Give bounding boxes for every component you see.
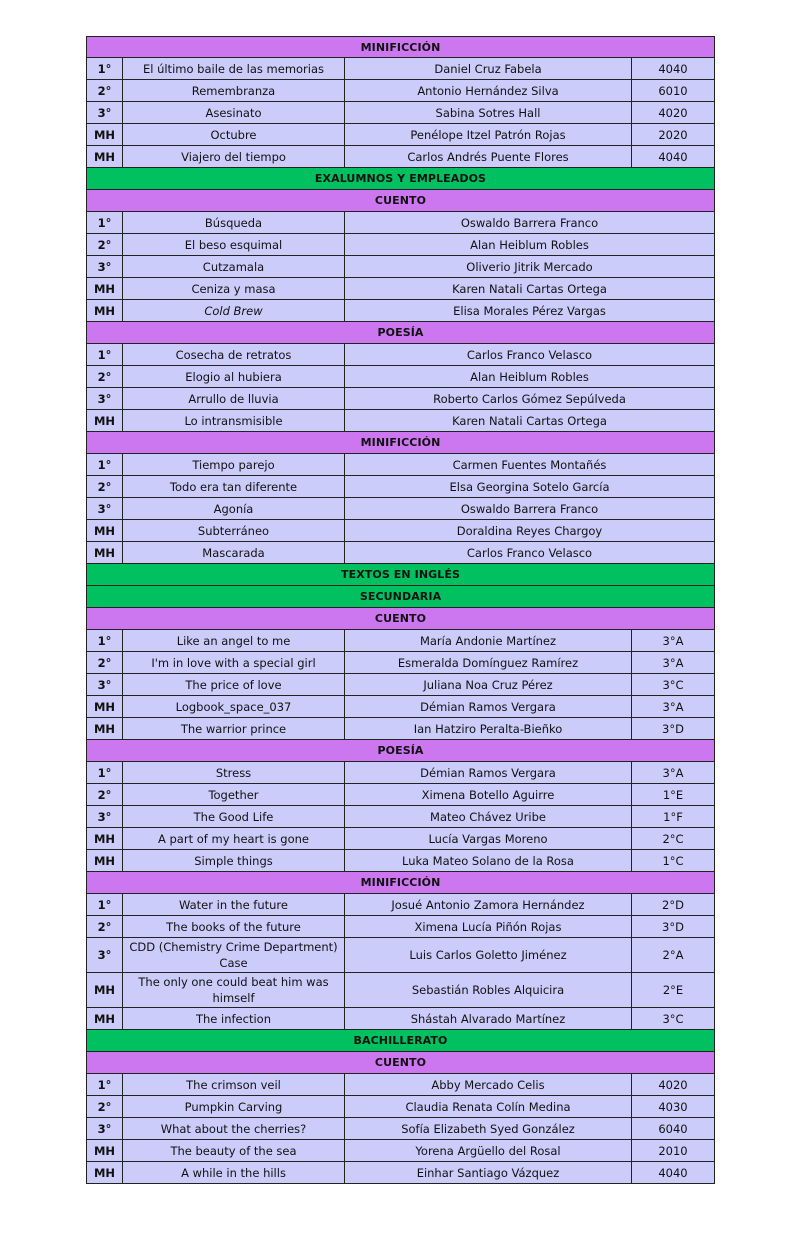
table-row bbox=[86, 388, 715, 410]
code-cell: 2°D bbox=[662, 897, 684, 912]
code-cell: 4040 bbox=[658, 61, 688, 76]
author-cell: Ximena Botello Aguirre bbox=[345, 784, 632, 805]
place-cell: MH bbox=[87, 146, 123, 167]
code-cell: 6040 bbox=[658, 1121, 688, 1136]
title-cell: Cold Brew bbox=[123, 300, 345, 321]
place-cell: 1° bbox=[87, 454, 123, 475]
table-row bbox=[86, 234, 715, 256]
table-row bbox=[86, 828, 715, 850]
table-row bbox=[86, 718, 715, 740]
place-cell: MH bbox=[87, 828, 123, 849]
section-header: MINIFICCIÓN bbox=[86, 432, 715, 454]
place-cell: MH bbox=[87, 696, 123, 717]
code-cell: 2°E bbox=[662, 983, 684, 997]
author-cell: Karen Natali Cartas Ortega bbox=[452, 413, 607, 428]
place-cell: MH bbox=[87, 1008, 123, 1029]
code-cell: 1°F bbox=[663, 809, 683, 824]
section-header: TEXTOS EN INGLÉS bbox=[86, 564, 715, 586]
author-cell: Doraldina Reyes Chargoy bbox=[456, 523, 603, 538]
author-cell: Shástah Alvarado Martínez bbox=[345, 1008, 632, 1029]
author-cell: Carlos Franco Velasco bbox=[466, 347, 593, 362]
table-row bbox=[86, 1008, 715, 1030]
table-row bbox=[86, 1118, 715, 1140]
place-cell: MH bbox=[87, 278, 123, 299]
author-cell: Abby Mercado Celis bbox=[345, 1074, 632, 1095]
title-cell: Ceniza y masa bbox=[123, 278, 345, 299]
author-cell: Einhar Santiago Vázquez bbox=[345, 1162, 632, 1183]
section-header: CUENTO bbox=[86, 608, 715, 630]
code-cell: 3°D bbox=[662, 919, 684, 934]
section-header: EXALUMNOS Y EMPLEADOS bbox=[86, 168, 715, 190]
table-row bbox=[86, 916, 715, 938]
title-cell: Arrullo de lluvia bbox=[123, 388, 345, 409]
results-table bbox=[86, 36, 715, 1184]
table-row bbox=[86, 146, 715, 168]
author-cell: Carlos Andrés Puente Flores bbox=[345, 146, 632, 167]
title-cell: El beso esquimal bbox=[123, 234, 345, 255]
place-cell: MH bbox=[87, 973, 123, 1007]
place-cell: MH bbox=[87, 1140, 123, 1161]
code-cell: 6010 bbox=[658, 83, 688, 98]
place-cell: MH bbox=[87, 718, 123, 739]
title-cell: Logbook_space_037 bbox=[123, 696, 345, 717]
author-cell: Karen Natali Cartas Ortega bbox=[452, 281, 607, 296]
code-cell: 3°C bbox=[662, 1011, 684, 1026]
title-cell: The beauty of the sea bbox=[123, 1140, 345, 1161]
title-cell: CDD (Chemistry Crime Department) Case bbox=[123, 938, 345, 972]
table-row bbox=[86, 80, 715, 102]
place-cell: 1° bbox=[87, 212, 123, 233]
table-row bbox=[86, 1162, 715, 1184]
place-cell: 1° bbox=[87, 762, 123, 783]
table-row bbox=[86, 973, 715, 1008]
author-cell: Roberto Carlos Gómez Sepúlveda bbox=[433, 391, 626, 406]
place-cell: 2° bbox=[87, 80, 123, 101]
code-cell: 2010 bbox=[658, 1143, 688, 1158]
author-cell: Oswaldo Barrera Franco bbox=[460, 501, 599, 516]
table-row bbox=[86, 454, 715, 476]
table-row bbox=[86, 410, 715, 432]
table-row bbox=[86, 344, 715, 366]
table-row bbox=[86, 212, 715, 234]
author-cell: Alan Heiblum Robles bbox=[470, 237, 589, 252]
author-cell: Lucía Vargas Moreno bbox=[345, 828, 632, 849]
title-cell: The infection bbox=[123, 1008, 345, 1029]
code-cell: 3°A bbox=[662, 765, 684, 780]
author-cell: Alan Heiblum Robles bbox=[470, 369, 589, 384]
author-cell: Démian Ramos Vergara bbox=[345, 762, 632, 783]
place-cell: 3° bbox=[87, 938, 123, 972]
place-cell: 3° bbox=[87, 102, 123, 123]
code-cell: 4020 bbox=[658, 1077, 688, 1092]
author-cell: Juliana Noa Cruz Pérez bbox=[345, 674, 632, 695]
table-row bbox=[86, 476, 715, 498]
author-cell: Luis Carlos Goletto Jiménez bbox=[345, 938, 632, 972]
author-cell: Sofía Elizabeth Syed González bbox=[345, 1118, 632, 1139]
title-cell: Water in the future bbox=[123, 894, 345, 915]
table-row bbox=[86, 938, 715, 973]
author-cell: Mateo Chávez Uribe bbox=[345, 806, 632, 827]
table-row bbox=[86, 102, 715, 124]
section-header: CUENTO bbox=[86, 1052, 715, 1074]
table-row bbox=[86, 300, 715, 322]
title-cell: El último baile de las memorias bbox=[123, 58, 345, 79]
place-cell: MH bbox=[87, 124, 123, 145]
place-cell: MH bbox=[87, 300, 123, 321]
title-cell: Agonía bbox=[123, 498, 345, 519]
place-cell: MH bbox=[87, 410, 123, 431]
title-cell: Cutzamala bbox=[123, 256, 345, 277]
place-cell: 3° bbox=[87, 388, 123, 409]
author-cell: Penélope Itzel Patrón Rojas bbox=[345, 124, 632, 145]
place-cell: 1° bbox=[87, 1074, 123, 1095]
place-cell: MH bbox=[87, 520, 123, 541]
code-cell: 4020 bbox=[658, 105, 688, 120]
place-cell: MH bbox=[87, 850, 123, 871]
code-cell: 2020 bbox=[658, 127, 688, 142]
code-cell: 4040 bbox=[658, 1165, 688, 1180]
author-cell: Josué Antonio Zamora Hernández bbox=[345, 894, 632, 915]
table-row bbox=[86, 1140, 715, 1162]
title-cell: The Good Life bbox=[123, 806, 345, 827]
author-cell: Daniel Cruz Fabela bbox=[345, 58, 632, 79]
place-cell: 2° bbox=[87, 366, 123, 387]
table-row bbox=[86, 674, 715, 696]
code-cell: 1°C bbox=[662, 853, 684, 868]
place-cell: 1° bbox=[87, 344, 123, 365]
place-cell: 2° bbox=[87, 1096, 123, 1117]
table-row bbox=[86, 366, 715, 388]
title-cell: The only one could beat him was himself bbox=[123, 973, 345, 1007]
title-cell: Like an angel to me bbox=[123, 630, 345, 651]
title-cell: Pumpkin Carving bbox=[123, 1096, 345, 1117]
table-row bbox=[86, 520, 715, 542]
code-cell: 2°A bbox=[662, 948, 684, 962]
title-cell: Stress bbox=[123, 762, 345, 783]
title-cell: Remembranza bbox=[123, 80, 345, 101]
code-cell: 3°C bbox=[662, 677, 684, 692]
table-row bbox=[86, 806, 715, 828]
author-cell: Ximena Lucía Piñón Rojas bbox=[345, 916, 632, 937]
title-cell: The books of the future bbox=[123, 916, 345, 937]
place-cell: 2° bbox=[87, 916, 123, 937]
title-cell: Octubre bbox=[123, 124, 345, 145]
title-cell: Lo intransmisible bbox=[123, 410, 345, 431]
author-cell: María Andonie Martínez bbox=[345, 630, 632, 651]
place-cell: 1° bbox=[87, 894, 123, 915]
code-cell: 4030 bbox=[658, 1099, 688, 1114]
place-cell: 1° bbox=[87, 630, 123, 651]
author-cell: Elsa Georgina Sotelo García bbox=[449, 479, 610, 494]
title-cell: Together bbox=[123, 784, 345, 805]
table-row bbox=[86, 784, 715, 806]
title-cell: Elogio al hubiera bbox=[123, 366, 345, 387]
title-cell: A part of my heart is gone bbox=[123, 828, 345, 849]
title-cell: Asesinato bbox=[123, 102, 345, 123]
title-cell: Tiempo parejo bbox=[123, 454, 345, 475]
table-row bbox=[86, 256, 715, 278]
section-header: POESÍA bbox=[86, 740, 715, 762]
table-row bbox=[86, 652, 715, 674]
place-cell: 3° bbox=[87, 674, 123, 695]
title-cell: The price of love bbox=[123, 674, 345, 695]
title-cell: A while in the hills bbox=[123, 1162, 345, 1183]
section-header: BACHILLERATO bbox=[86, 1030, 715, 1052]
section-header: MINIFICCIÓN bbox=[86, 36, 715, 58]
code-cell: 1°E bbox=[662, 787, 684, 802]
author-cell: Sebastián Robles Alquicira bbox=[345, 973, 632, 1007]
author-cell: Ian Hatziro Peralta-Bieñko bbox=[345, 718, 632, 739]
author-cell: Carmen Fuentes Montañés bbox=[452, 457, 607, 472]
table-row bbox=[86, 894, 715, 916]
place-cell: 2° bbox=[87, 476, 123, 497]
author-cell: Sabina Sotres Hall bbox=[345, 102, 632, 123]
place-cell: 3° bbox=[87, 1118, 123, 1139]
section-header: MINIFICCIÓN bbox=[86, 872, 715, 894]
table-row bbox=[86, 542, 715, 564]
title-cell: I'm in love with a special girl bbox=[123, 652, 345, 673]
place-cell: 2° bbox=[87, 234, 123, 255]
place-cell: MH bbox=[87, 542, 123, 563]
title-cell: What about the cherries? bbox=[123, 1118, 345, 1139]
place-cell: 2° bbox=[87, 652, 123, 673]
author-cell: Claudia Renata Colín Medina bbox=[345, 1096, 632, 1117]
code-cell: 3°A bbox=[662, 633, 684, 648]
title-cell: Subterráneo bbox=[123, 520, 345, 541]
section-header: SECUNDARIA bbox=[86, 586, 715, 608]
table-row bbox=[86, 124, 715, 146]
table-row bbox=[86, 762, 715, 784]
title-cell: Mascarada bbox=[123, 542, 345, 563]
author-cell: Oliverio Jitrik Mercado bbox=[466, 259, 593, 274]
place-cell: MH bbox=[87, 1162, 123, 1183]
code-cell: 3°A bbox=[662, 699, 684, 714]
code-cell: 3°D bbox=[662, 721, 684, 736]
title-cell: The crimson veil bbox=[123, 1074, 345, 1095]
title-cell: Simple things bbox=[123, 850, 345, 871]
place-cell: 1° bbox=[87, 58, 123, 79]
code-cell: 3°A bbox=[662, 655, 684, 670]
place-cell: 2° bbox=[87, 784, 123, 805]
table-row bbox=[86, 1096, 715, 1118]
code-cell: 2°C bbox=[662, 831, 684, 846]
author-cell: Yorena Argüello del Rosal bbox=[345, 1140, 632, 1161]
table-row bbox=[86, 850, 715, 872]
author-cell: Démian Ramos Vergara bbox=[345, 696, 632, 717]
title-cell: Todo era tan diferente bbox=[123, 476, 345, 497]
author-cell: Elisa Morales Pérez Vargas bbox=[453, 303, 606, 318]
table-row bbox=[86, 498, 715, 520]
title-cell: Cosecha de retratos bbox=[123, 344, 345, 365]
section-header: CUENTO bbox=[86, 190, 715, 212]
place-cell: 3° bbox=[87, 806, 123, 827]
title-cell: Búsqueda bbox=[123, 212, 345, 233]
author-cell: Oswaldo Barrera Franco bbox=[460, 215, 599, 230]
table-row bbox=[86, 1074, 715, 1096]
title-cell: Viajero del tiempo bbox=[123, 146, 345, 167]
author-cell: Carlos Franco Velasco bbox=[466, 545, 593, 560]
author-cell: Luka Mateo Solano de la Rosa bbox=[345, 850, 632, 871]
table-row bbox=[86, 630, 715, 652]
author-cell: Antonio Hernández Silva bbox=[345, 80, 632, 101]
place-cell: 3° bbox=[87, 256, 123, 277]
author-cell: Esmeralda Domínguez Ramírez bbox=[345, 652, 632, 673]
table-row bbox=[86, 58, 715, 80]
section-header: POESÍA bbox=[86, 322, 715, 344]
code-cell: 4040 bbox=[658, 149, 688, 164]
table-row bbox=[86, 278, 715, 300]
title-cell: The warrior prince bbox=[123, 718, 345, 739]
table-row bbox=[86, 696, 715, 718]
place-cell: 3° bbox=[87, 498, 123, 519]
